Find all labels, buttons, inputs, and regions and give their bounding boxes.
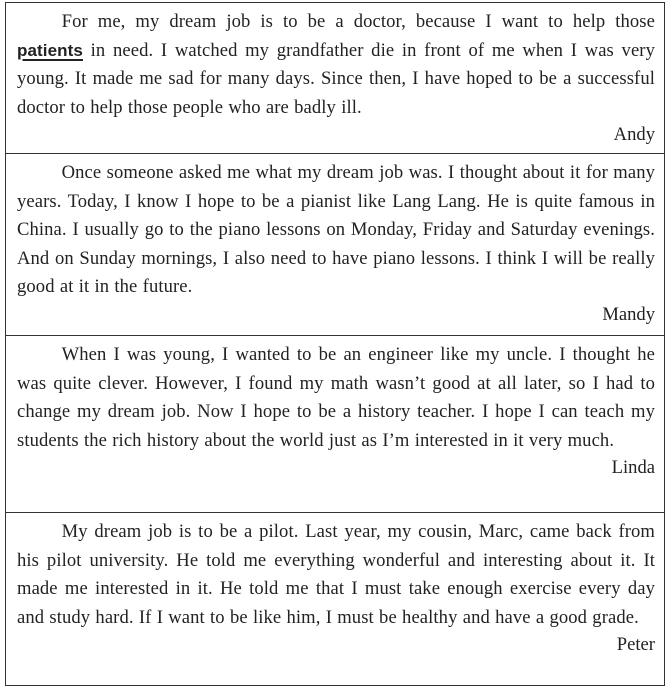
- passage-text: My dream job is to be a pilot. Last year, my cousin, Marc, came back from his pilot university. He told me everything wonderful and interesting about it. It made me interested in it. He told me that I must take enough exercise every day and study hard. If I want to be like him, I must be healthy and have a good grade.: [17, 521, 655, 628]
- keyword-patients: patients: [17, 40, 83, 60]
- passage-text: [17, 8, 655, 122]
- author-name: Peter: [616, 634, 655, 655]
- passage-text-end: in need. I watched my grandfather die in front of me when I was very young. It made me sad for many days. Since then, I have hoped to be a successful doctor to help those people who are badly ill.: [17, 39, 655, 118]
- passage-peter: [6, 513, 664, 685]
- author-name: Mandy: [602, 303, 655, 325]
- passage-text-start: For me, my dream job is to be a doctor, because I want to help those: [61, 11, 655, 32]
- passages-table: [5, 2, 665, 686]
- passage-mandy: [6, 154, 664, 336]
- author-name: Andy: [613, 124, 655, 145]
- passage-andy: [6, 3, 664, 154]
- author-name: Linda: [611, 457, 655, 478]
- passage-text: Once someone asked me what my dream job was. I thought about it for many years. Today, I know I hope to be a pianist like Lang Lang. He is quite famous in China. I usually go to the piano lessons on Monday, Friday and Saturday evenings. And on Sunday mornings, I also need to have piano lessons. I think I will be really good at it in the future.: [17, 162, 655, 297]
- passage-linda: [6, 336, 664, 513]
- passage-text: When I was young, I wanted to be an engineer like my uncle. I thought he was quite clever. However, I found my math wasn’t good at all later, so I had to change my dream job. Now I hope to be a history teacher. I hope I can teach my students the rich history about the world just as I’m interested in it very much.: [17, 344, 655, 451]
